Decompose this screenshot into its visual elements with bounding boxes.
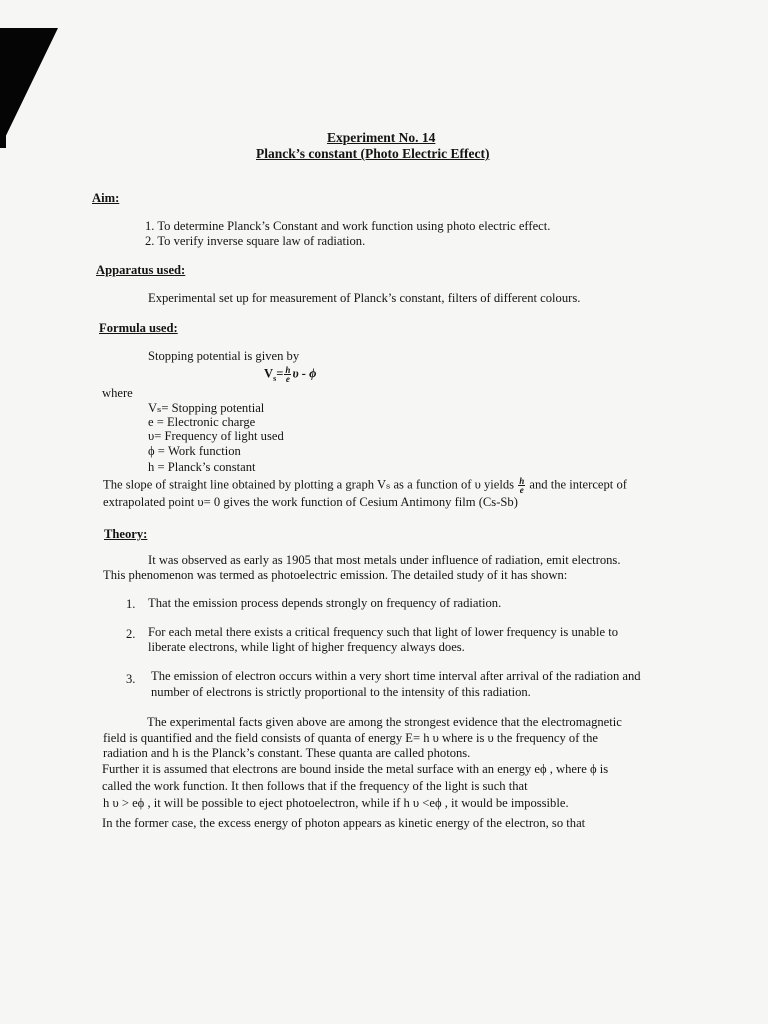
experiment-subtitle: Planck’s constant (Photo Electric Effect): [256, 146, 490, 161]
theory-paragraph-2-line-5: called the work function. It then follows that if the frequency of the light is such that: [102, 779, 528, 793]
point-1-line-1: That the emission process depends strongly on frequency of radiation.: [148, 596, 502, 610]
equation-lhs: V: [264, 366, 274, 381]
theory-paragraph-2-line-1: The experimental facts given above are among the strongest evidence that the electromagnetic: [147, 715, 622, 729]
theory-paragraph-2-line-7: In the former case, the excess energy of photon appears as kinetic energy of the electron, so that: [102, 816, 586, 830]
slope-fraction: [518, 477, 525, 494]
point-3-number: 3.: [126, 672, 136, 686]
point-2-line-1: For each metal there exists a critical frequency such that light of lower frequency is unable to: [148, 625, 618, 639]
slope-text-a: The slope of straight line obtained by plotting a graph Vₛ as a function of υ yields: [103, 477, 515, 492]
experiment-title: Experiment No. 14: [327, 130, 436, 145]
theory-paragraph-2-line-4: Further it is assumed that electrons are bound inside the metal surface with an energy eϕ , where ϕ is: [102, 762, 609, 776]
equation-rhs: υ - ϕ: [292, 366, 317, 381]
equation-equals: =: [276, 366, 284, 381]
point-2-line-2: liberate electrons, while light of higher frequency always does.: [148, 640, 465, 654]
point-3-line-2: number of electrons is strictly proportional to the intensity of this radiation.: [151, 685, 531, 699]
slope-numerator: h: [519, 476, 525, 486]
equation-numerator: h: [285, 365, 291, 375]
scan-edge-shadow: [0, 28, 58, 148]
slope-text-b: and the intercept of: [529, 477, 627, 492]
definition-work-function: ϕ = Work function: [148, 444, 241, 458]
theory-heading: Theory:: [104, 527, 148, 541]
point-3-line-1: The emission of electron occurs within a very short time interval after arrival of the radiation and: [151, 669, 641, 683]
slope-sentence-line-1: [103, 477, 627, 494]
definition-vs: Vₛ= Stopping potential: [148, 401, 265, 415]
theory-paragraph-1-line-1: It was observed as early as 1905 that most metals under influence of radiation, emit electrons.: [148, 553, 621, 567]
apparatus-text: Experimental set up for measurement of Planck’s constant, filters of different colours.: [148, 291, 581, 305]
formula-heading: Formula used:: [99, 321, 178, 335]
apparatus-heading: Apparatus used:: [96, 263, 186, 277]
equation-denominator: e: [285, 374, 290, 384]
theory-paragraph-1-line-2: This phenomenon was termed as photoelectric emission. The detailed study of it has shown:: [103, 568, 568, 582]
point-1-number: 1.: [126, 597, 136, 611]
slope-denominator: e: [519, 485, 524, 495]
theory-paragraph-2-line-2: field is quantified and the field consists of quanta of energy E= h υ where is υ the frequency of the: [103, 731, 598, 745]
point-2-number: 2.: [126, 627, 136, 641]
stopping-potential-equation: [264, 366, 316, 386]
aim-item-1: 1. To determine Planck’s Constant and work function using photo electric effect.: [145, 219, 551, 233]
aim-heading: Aim:: [92, 191, 120, 205]
definition-e: e = Electronic charge: [148, 415, 256, 429]
equation-fraction: [284, 366, 291, 383]
slope-sentence-line-2: extrapolated point υ= 0 gives the work function of Cesium Antimony film (Cs-Sb): [103, 495, 518, 509]
definition-frequency: υ= Frequency of light used: [148, 429, 284, 443]
equation-lhs-subscript: s: [273, 373, 277, 383]
where-label: where: [102, 386, 133, 400]
formula-intro: Stopping potential is given by: [148, 349, 300, 363]
theory-paragraph-2-line-6: h υ > eϕ , it will be possible to eject photoelectron, while if h υ <eϕ , it would be impossible.: [103, 796, 569, 810]
scan-edge-shadow-strip: [0, 28, 6, 148]
theory-paragraph-2-line-3: radiation and h is the Planck’s constant. These quanta are called photons.: [103, 746, 471, 760]
definition-planck: h = Planck’s constant: [148, 460, 256, 474]
aim-item-2: 2. To verify inverse square law of radiation.: [145, 234, 366, 248]
